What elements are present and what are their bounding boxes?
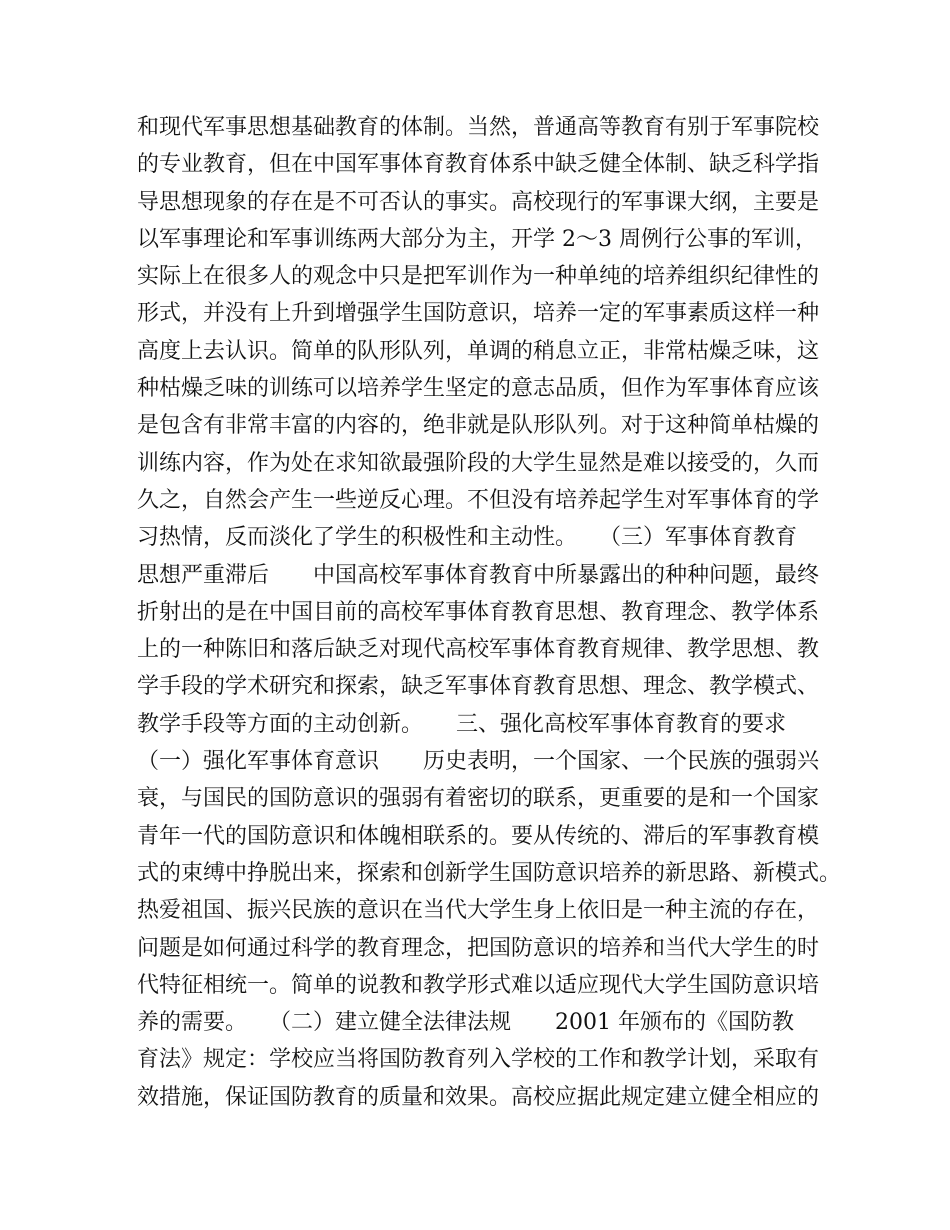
text-line: 高度上去认识。简单的队形队列，单调的稍息立正，非常枯燥乏味，这 <box>137 338 820 364</box>
text-line: 导思想现象的存在是不可否认的事实。高校现行的军事课大纲，主要是 <box>137 189 820 215</box>
text-line: 种枯燥乏味的训练可以培养学生坚定的意志品质，但作为军事体育应该 <box>137 376 820 402</box>
text-line: 是包含有非常丰富的内容的，绝非就是队形队列。对于这种简单枯燥的 <box>137 413 820 439</box>
text-line: 代特征相统一。简单的说教和教学形式难以适应现代大学生国防意识培 <box>137 972 820 998</box>
text-line: 效措施，保证国防教育的质量和效果。高校应据此规定建立健全相应的 <box>137 1084 820 1110</box>
text-line: 久之，自然会产生一些逆反心理。不但没有培养起学生对军事体育的学 <box>137 487 820 513</box>
text-line: 习热情，反而淡化了学生的积极性和主动性。 （三）军事体育教育 <box>137 525 798 551</box>
text-line: 学手段的学术研究和探索，缺乏军事体育教育思想、理念、教学模式、 <box>137 674 820 700</box>
text-line: 思想严重滞后 中国高校军事体育教育中所暴露出的种种问题，最终 <box>137 562 820 588</box>
text-line: 热爱祖国、振兴民族的意识在当代大学生身上依旧是一种主流的存在， <box>137 898 820 924</box>
text-line: 和现代军事思想基础教育的体制。当然，普通高等教育有别于军事院校 <box>137 115 820 140</box>
text-line: 上的一种陈旧和落后缺乏对现代高校军事体育教育规律、教学思想、教 <box>137 637 820 663</box>
text-line: 青年一代的国防意识和体魄相联系的。要从传统的、滞后的军事教育模 <box>137 823 820 849</box>
text-line: 式的束缚中挣脱出来，探索和创新学生国防意识培养的新思路、新模式。 <box>137 860 842 886</box>
text-line: 以军事理论和军事训练两大部分为主，开学 2～3 周例行公事的军训， <box>137 226 817 252</box>
text-line: 的专业教育，但在中国军事体育教育体系中缺乏健全体制、缺乏科学指 <box>137 152 820 178</box>
text-line: （一）强化军事体育意识 历史表明，一个国家、一个民族的强弱兴 <box>137 749 820 775</box>
text-line: 训练内容，作为处在求知欲最强阶段的大学生显然是难以接受的，久而 <box>137 450 820 476</box>
text-line: 教学手段等方面的主动创新。 三、强化高校军事体育教育的要求 <box>137 711 787 737</box>
text-line: 折射出的是在中国目前的高校军事体育教育思想、教育理念、教学体系 <box>137 599 820 625</box>
text-line: 问题是如何通过科学的教育理念，把国防意识的培养和当代大学生的时 <box>137 935 820 961</box>
text-line: 育法》规定：学校应当将国防教育列入学校的工作和教学计划，采取有 <box>137 1047 820 1073</box>
body-text <box>137 109 842 1116</box>
text-line: 形式，并没有上升到增强学生国防意识，培养一定的军事素质这样一种 <box>137 301 820 327</box>
text-line: 养的需要。 （二）建立健全法律法规 2001 年颁布的《国防教 <box>137 1010 794 1036</box>
text-line: 衰，与国民的国防意识的强弱有着密切的联系，更重要的是和一个国家 <box>137 786 820 812</box>
text-line: 实际上在很多人的观念中只是把军训作为一种单纯的培养组织纪律性的 <box>137 264 820 290</box>
